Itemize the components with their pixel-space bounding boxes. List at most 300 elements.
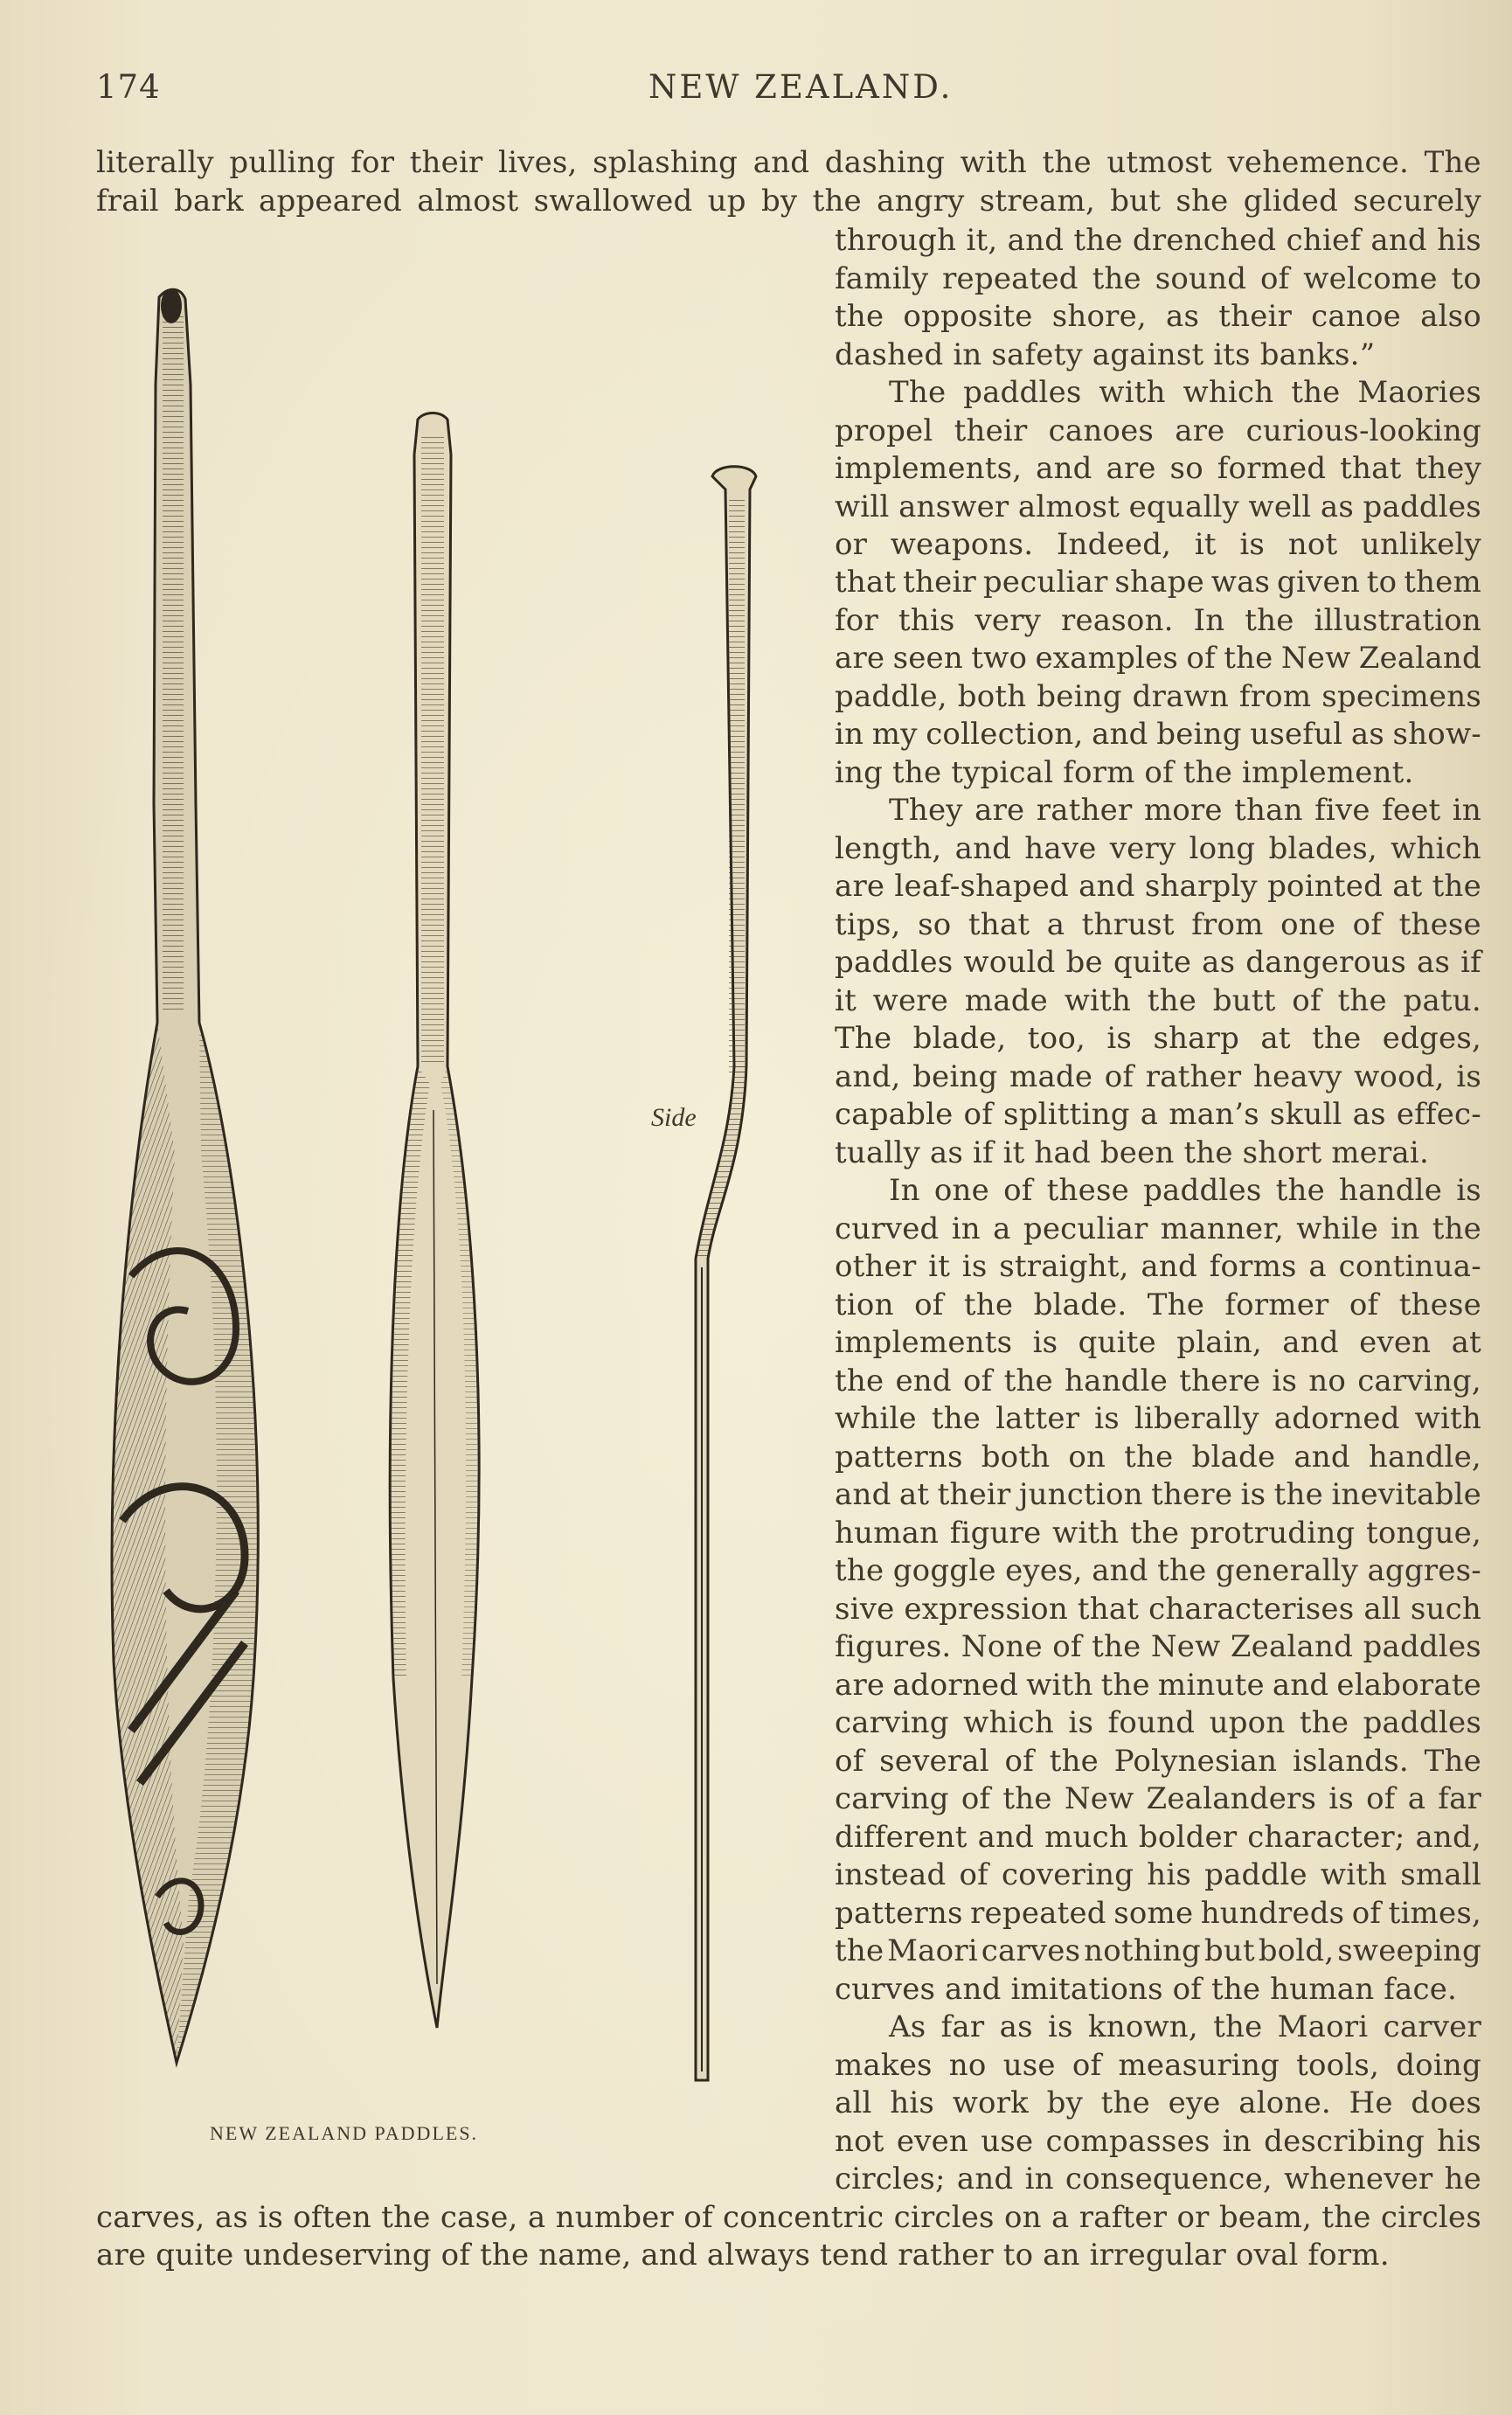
- word: on: [1068, 1440, 1106, 1475]
- word: They: [889, 793, 963, 828]
- word: which: [1183, 375, 1274, 410]
- word: been: [1099, 1135, 1175, 1170]
- word: man’s: [1169, 1097, 1259, 1132]
- side-view-paddle: [696, 467, 756, 2080]
- text-line: [835, 943, 1481, 982]
- word: propel: [835, 413, 933, 448]
- text-line: [835, 1818, 1481, 1856]
- word: of: [1052, 1629, 1082, 1664]
- word: his: [1437, 223, 1481, 258]
- word: bark: [174, 184, 244, 219]
- word: was: [1210, 565, 1271, 600]
- word: the: [835, 1364, 884, 1398]
- word: describing: [1264, 2124, 1425, 2159]
- word: tools,: [1296, 2048, 1380, 2083]
- word: the: [963, 1287, 1014, 1322]
- word: pulling: [229, 145, 336, 180]
- word: dangerous: [1245, 945, 1406, 980]
- word: by: [1046, 2085, 1083, 2120]
- word: handle: [1065, 1364, 1169, 1398]
- word: with: [1026, 1668, 1093, 1703]
- word: paddles: [1363, 489, 1481, 524]
- word: that: [968, 907, 1030, 942]
- word: is: [1456, 1059, 1481, 1094]
- word: nothing: [1084, 1933, 1202, 1968]
- word: be: [1065, 945, 1103, 980]
- word: of: [835, 1744, 864, 1779]
- word: curved: [835, 1211, 940, 1246]
- word: minute: [1157, 1668, 1265, 1703]
- word: splashing: [593, 145, 739, 180]
- word: the: [1321, 2200, 1371, 2235]
- word: with: [960, 145, 1027, 180]
- word: pointed: [1267, 869, 1384, 904]
- word: frail: [96, 184, 159, 219]
- word: equally: [1128, 489, 1240, 524]
- text-line: [835, 1970, 1481, 2009]
- word: the: [1312, 1021, 1362, 1056]
- word: ing: [835, 755, 884, 790]
- word: formed: [1217, 451, 1327, 486]
- word: shore,: [1051, 299, 1147, 334]
- word: well: [1248, 489, 1312, 524]
- word: illustration: [1314, 603, 1481, 638]
- word: expression: [904, 1592, 1068, 1627]
- word: forms: [1209, 1249, 1297, 1284]
- word: leaf-shaped: [894, 869, 1069, 904]
- word: which: [963, 1705, 1054, 1740]
- word: the: [1432, 869, 1481, 904]
- word: other: [835, 1249, 917, 1284]
- word: safety: [991, 337, 1083, 372]
- text-line: [835, 260, 1481, 298]
- word: very: [1109, 831, 1176, 866]
- word: is: [258, 2200, 283, 2235]
- word: implement.: [1241, 755, 1414, 790]
- word: former: [1224, 1287, 1329, 1322]
- word: human: [835, 1516, 940, 1551]
- word: the: [1157, 1553, 1207, 1588]
- word: a: [1308, 1249, 1327, 1284]
- word: as: [1416, 945, 1451, 980]
- word: at: [1451, 1325, 1481, 1360]
- word: implements,: [835, 451, 1023, 486]
- word: and: [945, 1972, 1002, 2007]
- word: beam,: [1218, 2200, 1313, 2235]
- word: the: [1432, 1211, 1481, 1246]
- word: carving: [835, 1705, 949, 1740]
- word: covering: [1001, 1857, 1134, 1892]
- word: concentric: [723, 2200, 884, 2235]
- word: and: [835, 1477, 891, 1512]
- word: that: [1340, 451, 1402, 486]
- word: repeated: [970, 1896, 1106, 1931]
- word: does: [1411, 2085, 1481, 2120]
- word: banks.”: [1259, 337, 1376, 372]
- word: two: [971, 641, 1028, 676]
- word: if: [1460, 945, 1481, 980]
- word: is: [1328, 1781, 1354, 1816]
- word: from: [1238, 679, 1312, 714]
- word: the: [1275, 1173, 1325, 1208]
- word: and: [1036, 451, 1092, 486]
- word: He: [1349, 2085, 1393, 2120]
- word: are: [96, 2238, 147, 2273]
- word: the: [1213, 2009, 1263, 2044]
- word: by: [760, 184, 798, 219]
- word: is: [1456, 1173, 1481, 1208]
- word: that: [835, 565, 897, 600]
- text-line: [835, 1134, 1481, 1172]
- text-line: [835, 906, 1481, 944]
- text-line: [835, 412, 1481, 450]
- word: and: [1079, 869, 1135, 904]
- text-line: [835, 867, 1481, 906]
- word: name,: [538, 2238, 632, 2273]
- word: edges,: [1382, 1021, 1481, 1056]
- word: so: [918, 907, 952, 942]
- text-line: [835, 1286, 1481, 1324]
- word: doing: [1396, 2048, 1481, 2083]
- word: unlikely: [1360, 527, 1481, 562]
- word: paddles: [1363, 1629, 1481, 1664]
- word: no: [948, 2048, 987, 2083]
- word: Zealanders: [1146, 1781, 1317, 1816]
- word: this: [898, 603, 955, 638]
- word: latter: [995, 1401, 1080, 1436]
- word: characterises: [1148, 1592, 1355, 1627]
- word: swallowed: [533, 184, 693, 219]
- text-line: [835, 563, 1481, 601]
- word: utmost: [1106, 145, 1212, 180]
- word: or: [1176, 2200, 1210, 2235]
- word: paddles: [1143, 1173, 1262, 1208]
- word: hundreds: [1200, 1896, 1345, 1931]
- text-line: [835, 1666, 1481, 1704]
- word: eyes,: [1005, 1553, 1083, 1588]
- text-line: [96, 2198, 1481, 2237]
- word: The: [1147, 1287, 1205, 1322]
- word: these: [1398, 907, 1481, 942]
- word: as: [1352, 1097, 1386, 1132]
- word: As: [889, 2009, 926, 2044]
- word: carver: [1383, 2009, 1481, 2044]
- word: and: [1294, 1440, 1350, 1475]
- word: of: [962, 1364, 993, 1398]
- word: and,: [835, 1059, 901, 1094]
- word: at: [1392, 869, 1423, 904]
- word: she: [1176, 184, 1229, 219]
- text-line: [835, 449, 1481, 488]
- word: and: [956, 2162, 1014, 2196]
- word: is: [1106, 1021, 1133, 1056]
- word: being: [1156, 717, 1242, 752]
- word: the: [381, 2200, 431, 2235]
- word: have: [1024, 831, 1097, 866]
- word: undeserving: [243, 2238, 432, 2273]
- text-line: [835, 2122, 1481, 2161]
- word: the: [1337, 983, 1387, 1018]
- word: more: [1143, 793, 1223, 828]
- word: quite: [1113, 945, 1192, 980]
- word: skull: [1269, 1097, 1342, 1132]
- word: canoes: [1048, 413, 1155, 448]
- word: measuring: [1118, 2048, 1280, 2083]
- word: New: [1064, 1781, 1134, 1816]
- figure-caption: NEW ZEALAND PADDLES.: [210, 2122, 479, 2144]
- word: against: [1092, 337, 1204, 372]
- text-line: [835, 753, 1481, 792]
- word: tongue,: [1365, 1516, 1481, 1551]
- word: The: [1424, 145, 1481, 180]
- word: but: [1203, 1933, 1255, 1968]
- text-line: [835, 1247, 1481, 1286]
- word: examples: [1035, 641, 1179, 676]
- word: the: [1299, 1705, 1349, 1740]
- word: it,: [966, 223, 998, 258]
- text-line: [835, 1323, 1481, 1362]
- word: of: [1172, 1972, 1203, 2007]
- text-line: [835, 488, 1481, 526]
- word: is: [1032, 1325, 1058, 1360]
- word: of: [961, 1781, 991, 1816]
- word: work: [952, 2085, 1029, 2120]
- word: the: [892, 755, 942, 790]
- word: blade,: [912, 1021, 1007, 1056]
- word: while: [1296, 1211, 1379, 1246]
- word: carves,: [96, 2200, 205, 2235]
- word: New: [1150, 1629, 1221, 1664]
- word: form.: [1307, 2238, 1390, 2273]
- word: merai.: [1331, 1135, 1429, 1170]
- word: with: [1414, 1401, 1481, 1436]
- word: inevitable: [1331, 1477, 1481, 1512]
- word: one: [1280, 907, 1336, 942]
- word: in: [951, 1211, 981, 1246]
- word: paddles: [963, 375, 1082, 410]
- word: his: [1437, 2124, 1481, 2159]
- word: manner,: [1160, 1211, 1284, 1246]
- word: as: [1320, 489, 1354, 524]
- word: useful: [1250, 717, 1343, 752]
- word: consequence,: [1065, 2162, 1273, 2196]
- word: of: [1003, 1173, 1033, 1208]
- word: None: [961, 1629, 1043, 1664]
- word: much: [1044, 1820, 1128, 1855]
- word: tually: [835, 1135, 920, 1170]
- word: not: [835, 2124, 884, 2159]
- word: answer: [898, 489, 1009, 524]
- word: Maori: [887, 1933, 978, 1968]
- word: compasses: [1045, 2124, 1210, 2159]
- word: all: [835, 2085, 872, 2120]
- text-line: [835, 677, 1481, 716]
- text-line: [835, 601, 1481, 640]
- word: that: [1077, 1592, 1140, 1627]
- word: the: [1100, 2085, 1150, 2120]
- word: of: [914, 1287, 944, 1322]
- word: as: [1350, 717, 1384, 752]
- word: thrust: [1081, 907, 1175, 942]
- word: at: [898, 1477, 930, 1512]
- word: handle,: [1368, 1440, 1481, 1475]
- word: or: [835, 527, 868, 562]
- word: with: [1064, 983, 1132, 1018]
- word: the: [1291, 375, 1341, 410]
- word: case,: [440, 2200, 518, 2235]
- word: appeared: [259, 184, 402, 219]
- word: The: [1424, 1744, 1481, 1779]
- word: wood,: [1354, 1059, 1445, 1094]
- word: had: [1034, 1135, 1091, 1170]
- text-line: [96, 143, 1481, 182]
- word: number: [555, 2200, 674, 2235]
- word: patterns: [835, 1896, 963, 1931]
- word: so: [1169, 451, 1203, 486]
- word: almost: [1017, 489, 1120, 524]
- text-line: [835, 525, 1481, 564]
- running-title: NEW ZEALAND.: [648, 68, 954, 106]
- word: curious-looking: [1245, 413, 1481, 448]
- word: the: [1042, 145, 1092, 180]
- word: the: [1100, 1668, 1150, 1703]
- text-line: [835, 2160, 1481, 2198]
- word: dashed: [835, 337, 944, 372]
- word: for: [835, 603, 878, 638]
- word: the: [1210, 1972, 1261, 2007]
- word: it: [835, 983, 857, 1018]
- word: Indeed,: [1056, 527, 1172, 562]
- word: protruding: [1189, 1516, 1356, 1551]
- word: capable: [835, 1097, 954, 1132]
- word: aggres-: [1367, 1553, 1481, 1588]
- word: in: [1222, 2124, 1252, 2159]
- word: some: [1113, 1896, 1194, 1931]
- word: tips,: [835, 907, 901, 942]
- word: as: [214, 2200, 248, 2235]
- word: adorned: [1273, 1401, 1400, 1436]
- page-header: [96, 68, 1460, 121]
- word: Zealand: [1230, 1629, 1354, 1664]
- side-view-label: Side: [651, 1103, 697, 1132]
- word: adorned: [892, 1668, 1019, 1703]
- text-line: [835, 221, 1481, 260]
- word: their: [937, 1477, 1011, 1512]
- word: the: [1073, 223, 1123, 258]
- word: to: [1366, 565, 1398, 600]
- word: in: [835, 717, 864, 752]
- text-line: [835, 2046, 1481, 2085]
- word: on: [1003, 2200, 1042, 2235]
- word: always: [706, 2238, 811, 2273]
- word: also: [1420, 299, 1481, 334]
- word: than: [1234, 793, 1303, 828]
- word: small: [1400, 1857, 1481, 1892]
- word: length,: [835, 831, 942, 866]
- word: angry: [877, 184, 965, 219]
- word: opposite: [903, 299, 1033, 334]
- word: upon: [1209, 1705, 1286, 1740]
- word: paddle,: [835, 679, 947, 714]
- word: their: [409, 145, 483, 180]
- word: Maories: [1357, 375, 1481, 410]
- word: as: [1202, 945, 1236, 980]
- word: The: [889, 375, 947, 410]
- word: for: [350, 145, 395, 180]
- text-line: [835, 373, 1481, 412]
- word: the: [1002, 1781, 1052, 1816]
- word: at: [1260, 1021, 1291, 1056]
- word: tend: [820, 2238, 889, 2273]
- word: a: [527, 2200, 546, 2235]
- word: securely: [1353, 184, 1481, 219]
- word: even: [896, 2124, 968, 2159]
- word: lives,: [498, 145, 578, 180]
- text-line: [96, 2236, 1481, 2274]
- word: it: [1002, 1135, 1025, 1170]
- word: continua-: [1338, 1249, 1481, 1284]
- word: sive: [835, 1592, 895, 1627]
- word: are: [974, 793, 1025, 828]
- word: the: [812, 184, 862, 219]
- word: and: [954, 831, 1012, 866]
- word: too,: [1027, 1021, 1086, 1056]
- word: and: [1092, 717, 1148, 752]
- word: In: [1193, 603, 1225, 638]
- word: New: [1280, 641, 1351, 676]
- word: a: [993, 1211, 1011, 1246]
- word: liberally: [1134, 1401, 1259, 1436]
- word: is: [1094, 1401, 1120, 1436]
- word: goggle: [892, 1553, 996, 1588]
- word: imitations: [1010, 1972, 1163, 2007]
- text-line: [835, 1742, 1481, 1780]
- word: drenched: [1132, 223, 1277, 258]
- word: and: [1370, 223, 1427, 258]
- word: Maori: [1277, 2009, 1369, 2044]
- word: different: [835, 1820, 968, 1855]
- word: rafter: [1079, 2200, 1168, 2235]
- word: of: [440, 2238, 471, 2273]
- text-line: [835, 1019, 1481, 1058]
- word: their: [1218, 299, 1293, 334]
- word: generally: [1215, 1553, 1359, 1588]
- word: weapons.: [890, 527, 1034, 562]
- word: are: [835, 1668, 885, 1703]
- word: drawn: [1132, 679, 1229, 714]
- word: from: [1191, 907, 1264, 942]
- word: of: [1104, 1059, 1134, 1094]
- word: are: [1175, 413, 1225, 448]
- word: reason.: [1061, 603, 1174, 638]
- text-line: [835, 336, 1481, 374]
- word: figure: [949, 1516, 1042, 1551]
- word: are: [835, 869, 885, 904]
- text-line: [835, 1475, 1481, 1514]
- word: tion: [835, 1287, 894, 1322]
- word: carving,: [1357, 1364, 1481, 1398]
- word: in: [1452, 793, 1481, 828]
- text-line: [835, 1210, 1481, 1248]
- word: eye: [1168, 2085, 1221, 2120]
- word: is: [1272, 1364, 1298, 1398]
- word: the: [1124, 1440, 1174, 1475]
- word: literally: [96, 145, 214, 180]
- straight-paddle: [390, 413, 479, 2029]
- word: and: [1141, 1249, 1197, 1284]
- word: even: [1359, 1325, 1432, 1360]
- word: plain,: [1176, 1325, 1262, 1360]
